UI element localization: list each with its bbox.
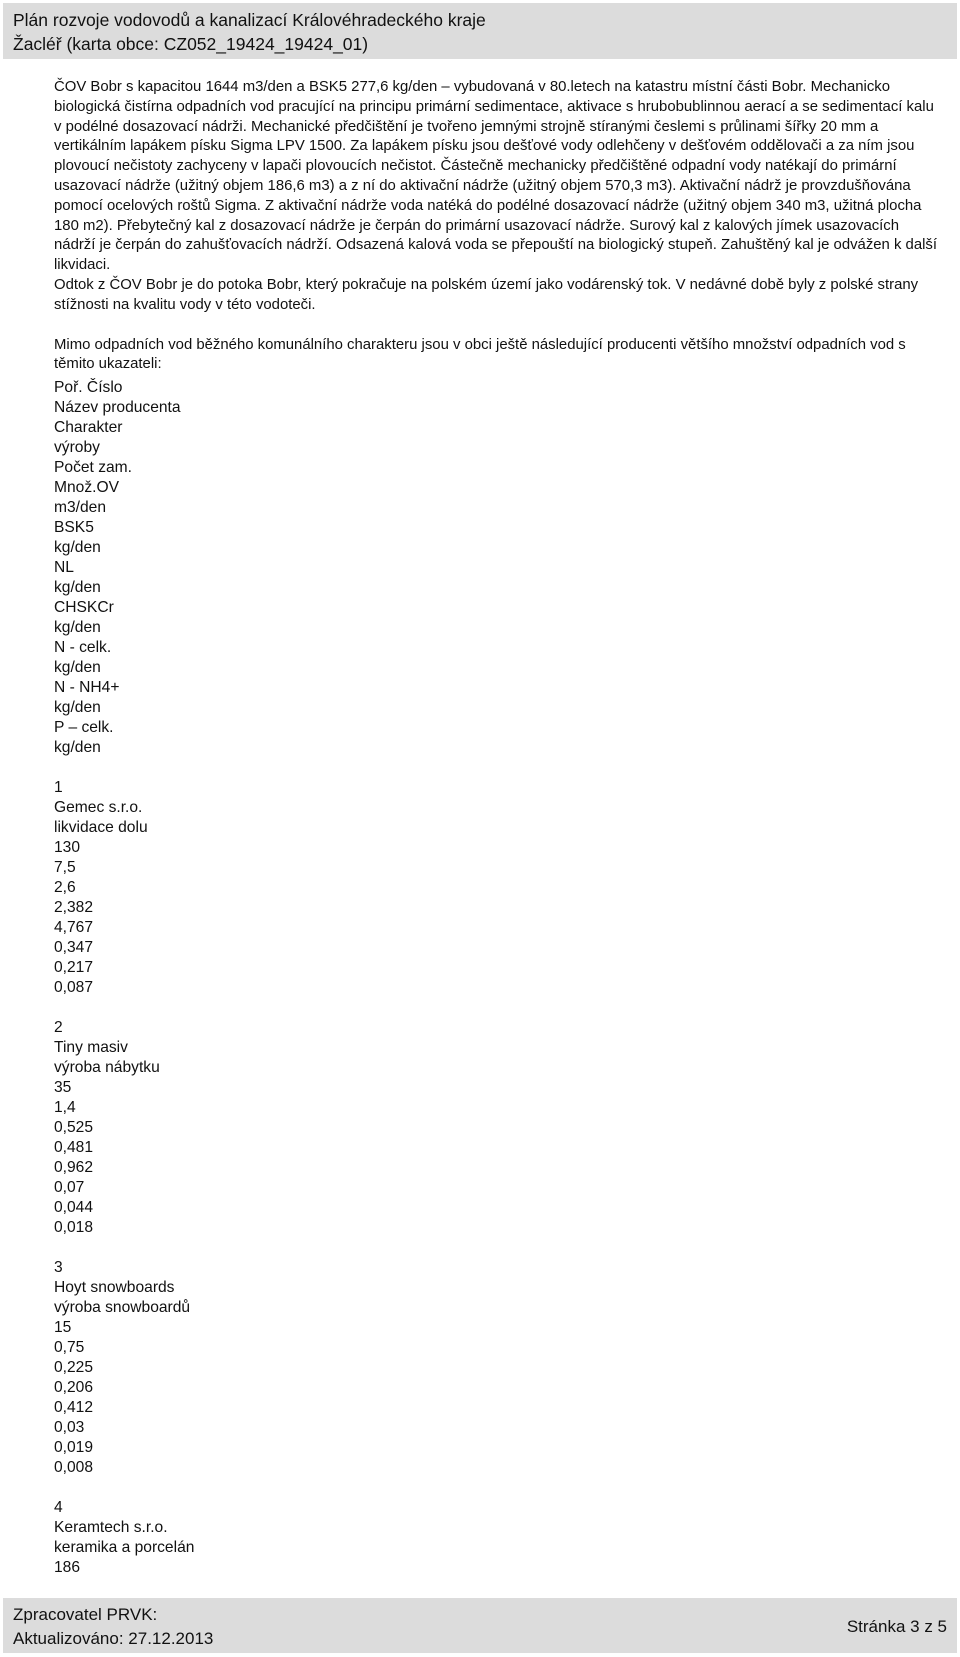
table-cell: 1 <box>54 779 63 797</box>
table-cell: 35 <box>54 1079 72 1097</box>
table-cell: 0,525 <box>54 1119 94 1137</box>
table-row-spacer <box>54 1478 944 1498</box>
table-cell: BSK5 <box>54 519 94 537</box>
table-cell: 3 <box>54 1259 63 1277</box>
page-number: Stránka 3 z 5 <box>846 1617 947 1636</box>
table-cell: 0,044 <box>54 1199 94 1217</box>
table-row-spacer <box>54 998 944 1018</box>
table-cell: 0,347 <box>54 939 94 957</box>
table-cell: kg/den <box>54 739 101 757</box>
table-cell: Množ.OV <box>54 479 119 497</box>
municipality-card-title: Žacléř (karta obce: CZ052_19424_19424_01) <box>13 34 369 54</box>
table-cell: 0,481 <box>54 1139 94 1157</box>
table-cell: 186 <box>54 1559 81 1577</box>
footer-author: Zpracovatel PRVK: <box>13 1605 158 1624</box>
table-cell: kg/den <box>54 619 101 637</box>
table-cell: likvidace dolu <box>54 819 148 837</box>
table-cell: výroba nábytku <box>54 1059 160 1077</box>
table-cell: 4,767 <box>54 919 94 937</box>
table-cell: 130 <box>54 839 81 857</box>
table-cell: N - NH4+ <box>54 679 120 697</box>
outflow-paragraph: Odtok z ČOV Bobr je do potoka Bobr, který pokračuje na polském území jako vodárenský tok. V nedávné době byly z polské strany stížnosti na kvalitu vody v této vodoteči. <box>54 276 919 313</box>
document-body <box>54 78 944 1578</box>
wwtp-description-paragraph: ČOV Bobr s kapacitou 1644 m3/den a BSK5 277,6 kg/den – vybudovaná v 80.letech na katastru místní části Bobr. Mechanicko biologická čistírna odpadních vod pracující na principu primární sedimentace, aktivace s hrubobublinnou aerací a se sedimentací kalu v podélné dosazovací nádrži. Mechanické předčištění je tvořeno jemnými strojně stíranými česlemi s průlinami šířky 20 mm a vertikálním lapákem písku Sigma LPV 1500. Za lapákem písku jsou dešťové vody odlehčeny v dešťovém oddělovači a za ním jsou plovoucí nečistoty zachyceny v lapači plovoucích nečistot. Částečně mechanicky předčištěné odpadní vody natékají do primární usazovací nádrže (užitný objem 186,6 m3) a z ní do aktivační nádrže (užitný objem 570,3 m3). Aktivační nádrž je provzdušňována pomocí ocelových roštů Sigma. Z aktivační nádrže voda natéká do podélné dosazovací nádrže (užitný objem 340 m3, užitná plocha 180 m2). Přebytečný kal z dosazovací nádrže je čerpán do primární usazovací nádrže. Surový kal z kalových jímek usazovacích nádrží je čerpán do zahušťovacích nádrží. Odsazená kalová voda se přepouští na biologický stupeň. Zahuštěný kal je odvážen k další likvidaci. <box>54 79 938 274</box>
table-cell: výroby <box>54 439 100 457</box>
table-cell: Gemec s.r.o. <box>54 799 143 817</box>
table-cell: 0,087 <box>54 979 94 997</box>
table-cell: Počet zam. <box>54 459 132 477</box>
table-cell: 0,225 <box>54 1359 94 1377</box>
table-cell: Tiny masiv <box>54 1039 128 1057</box>
table-cell: 0,206 <box>54 1379 94 1397</box>
table-cell: 0,75 <box>54 1339 85 1357</box>
table-cell: m3/den <box>54 499 107 517</box>
table-cell: 0,217 <box>54 959 94 977</box>
producers-table <box>54 378 944 1578</box>
table-cell: N - celk. <box>54 639 112 657</box>
table-cell: kg/den <box>54 659 101 677</box>
table-cell: Název producenta <box>54 399 181 417</box>
table-cell: 1,4 <box>54 1099 76 1117</box>
table-cell: NL <box>54 559 74 577</box>
table-row-spacer <box>54 1238 944 1258</box>
table-cell: 7,5 <box>54 859 76 877</box>
table-cell: 2,6 <box>54 879 76 897</box>
table-cell: keramika a porcelán <box>54 1539 195 1557</box>
table-cell: P – celk. <box>54 719 114 737</box>
table-cell: 0,018 <box>54 1219 94 1237</box>
producers-intro-paragraph: Mimo odpadních vod běžného komunálního charakteru jsou v obci ještě následující producenti většího množství odpadních vod s těmito ukazateli: <box>54 336 906 373</box>
table-cell: CHSKCr <box>54 599 114 617</box>
table-cell: 0,008 <box>54 1459 94 1477</box>
table-cell: kg/den <box>54 539 101 557</box>
table-cell: Poř. Číslo <box>54 379 123 397</box>
table-cell: 0,03 <box>54 1419 85 1437</box>
table-cell: 0,07 <box>54 1179 85 1197</box>
table-cell: 2 <box>54 1019 63 1037</box>
table-cell: Charakter <box>54 419 123 437</box>
table-cell: 0,019 <box>54 1439 94 1457</box>
footer-updated: Aktualizováno: 27.12.2013 <box>13 1629 214 1648</box>
table-cell: 15 <box>54 1319 72 1337</box>
table-cell: 0,962 <box>54 1159 94 1177</box>
table-cell: Hoyt snowboards <box>54 1279 175 1297</box>
table-cell: 4 <box>54 1499 63 1517</box>
table-row-spacer <box>54 758 944 778</box>
table-cell: Keramtech s.r.o. <box>54 1519 168 1537</box>
document-title: Plán rozvoje vodovodů a kanalizací Královéhradeckého kraje <box>13 10 486 30</box>
table-cell: 0,412 <box>54 1399 94 1417</box>
table-cell: 2,382 <box>54 899 94 917</box>
table-cell: kg/den <box>54 579 101 597</box>
page-header <box>3 3 957 59</box>
paragraph-gap <box>54 316 944 336</box>
table-cell: kg/den <box>54 699 101 717</box>
table-cell: výroba snowboardů <box>54 1299 191 1317</box>
page-footer <box>3 1598 957 1653</box>
